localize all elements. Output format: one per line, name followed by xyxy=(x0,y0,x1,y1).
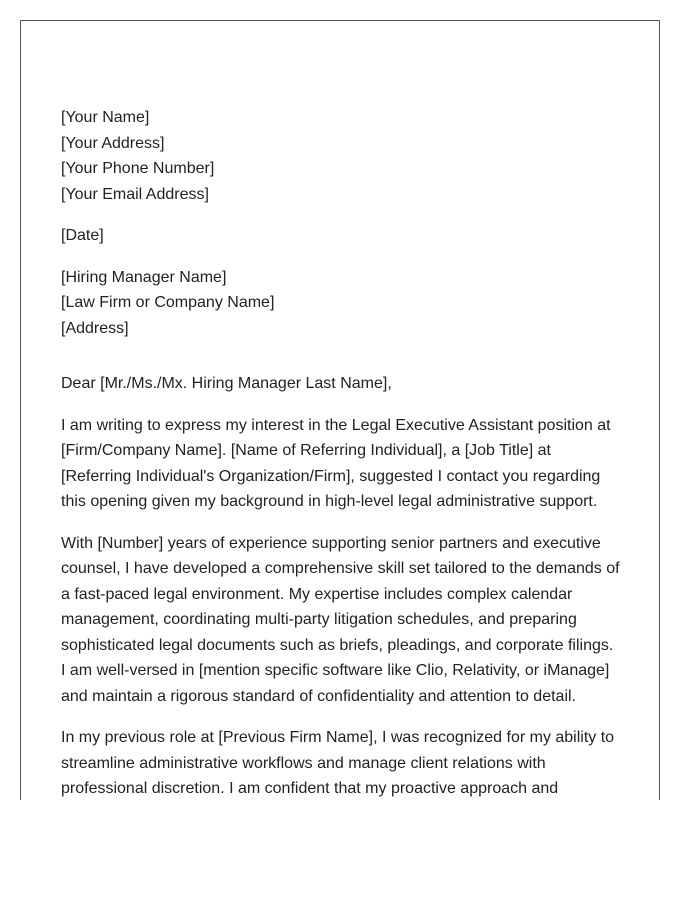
paragraph-line: a fast-paced legal environment. My expertise includes complex calendar xyxy=(61,585,573,603)
paragraph-line: this opening given my background in high-level legal administrative support. xyxy=(61,493,598,510)
sender-name: [Your Name] xyxy=(61,109,150,126)
paragraph-line: In my previous role at [Previous Firm Name], I was recognized for my ability to xyxy=(61,729,615,746)
paragraph-line: management, coordinating multi-party litigation schedules, and preparing xyxy=(61,611,577,628)
paragraph-1 xyxy=(61,413,626,515)
letter-content xyxy=(61,105,626,800)
date-block xyxy=(61,223,626,249)
letter-date: [Date] xyxy=(61,227,104,244)
paragraph-line: counsel, I have developed a comprehensive skill set tailored to the demands of xyxy=(61,560,620,577)
sender-block xyxy=(61,105,626,207)
paragraph-line: professional discretion. I am confident that my proactive approach and xyxy=(61,780,559,797)
paragraph-3 xyxy=(61,725,626,800)
sender-email: [Your Email Address] xyxy=(61,185,209,203)
paragraph-line: [Referring Individual's Organization/Firm], suggested I contact you regarding xyxy=(61,467,601,485)
paragraph-2 xyxy=(61,531,626,710)
paragraph-line: I am writing to express my interest in the Legal Executive Assistant position at xyxy=(61,416,611,434)
sender-address: [Your Address] xyxy=(61,134,165,152)
paragraph-line: I am well-versed in [mention specific software like Clio, Relativity, or iManage] xyxy=(61,662,610,679)
paragraph-line: and maintain a rigorous standard of confidentiality and attention to detail. xyxy=(61,687,576,705)
sender-phone: [Your Phone Number] xyxy=(61,160,215,177)
paragraph-line: sophisticated legal documents such as briefs, pleadings, and corporate filings. xyxy=(61,636,614,654)
paragraph-line: With [Number] years of experience supporting senior partners and executive xyxy=(61,534,601,552)
recipient-company: [Law Firm or Company Name] xyxy=(61,294,275,311)
recipient-address: [Address] xyxy=(61,319,129,337)
paragraph-line: [Firm/Company Name]. [Name of Referring Individual], a [Job Title] at xyxy=(61,442,551,459)
salutation xyxy=(61,371,626,397)
paragraph-line: streamline administrative workflows and manage client relations with xyxy=(61,754,546,772)
recipient-block xyxy=(61,265,626,342)
letter-page xyxy=(20,20,660,800)
recipient-name: [Hiring Manager Name] xyxy=(61,268,227,286)
salutation-text: Dear [Mr./Ms./Mx. Hiring Manager Last Name], xyxy=(61,375,392,392)
